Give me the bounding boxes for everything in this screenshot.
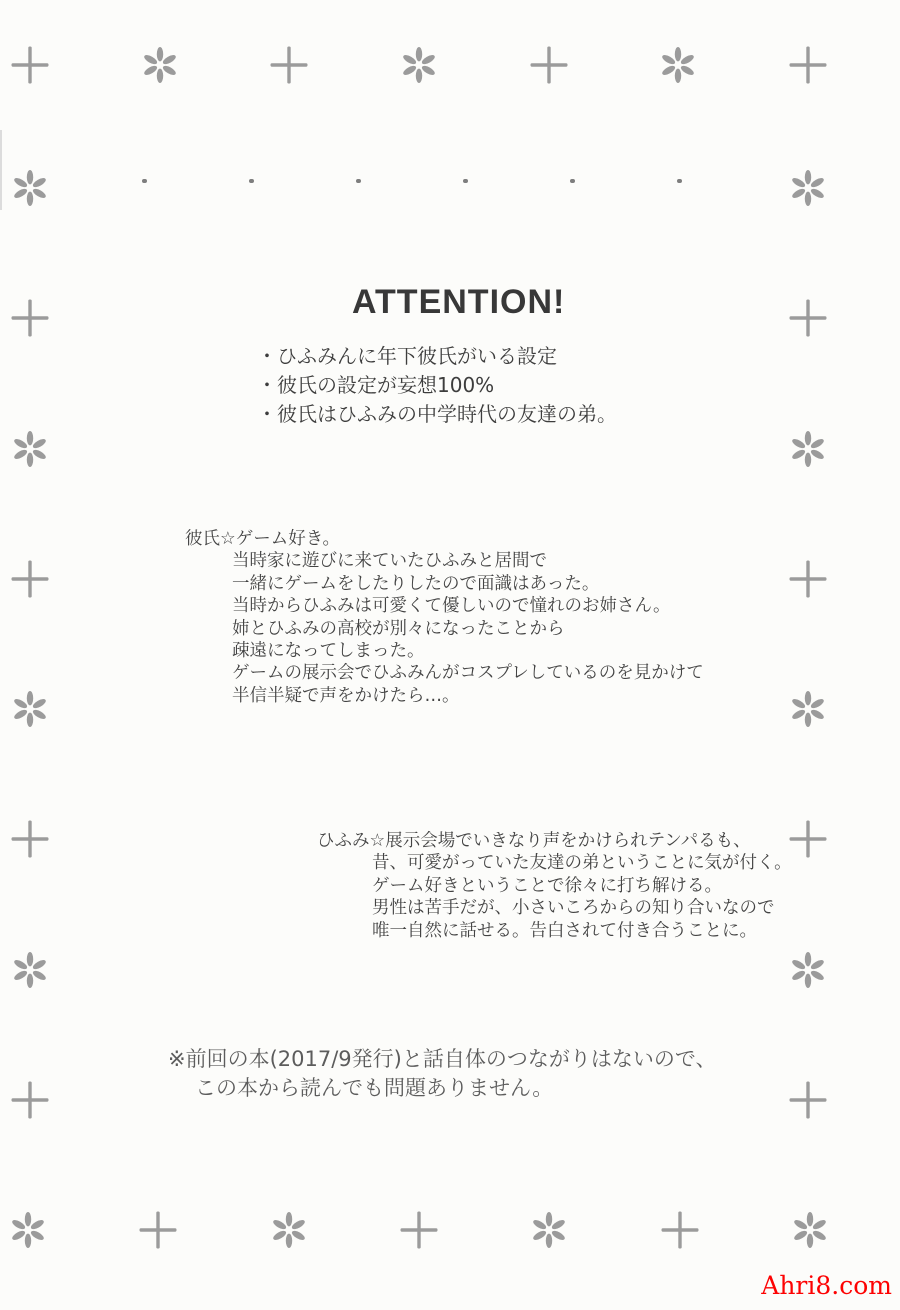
asterisk-symbol bbox=[529, 1210, 569, 1250]
plus-symbol bbox=[8, 43, 52, 87]
plus-symbol bbox=[136, 1208, 180, 1252]
hifumi-profile-paragraph bbox=[317, 830, 792, 942]
plus-symbol bbox=[8, 557, 52, 601]
scan-edge-artifact bbox=[0, 130, 2, 210]
asterisk-symbol bbox=[10, 168, 50, 208]
plus-symbol bbox=[786, 817, 830, 861]
boyfriend-profile-body bbox=[185, 550, 704, 707]
deco-column-left bbox=[8, 168, 52, 1122]
note-line: ※前回の本(2017/9発行)と話自体のつながりはないので、 bbox=[168, 1047, 717, 1071]
profile-line: ゲームの展示会でひふみんがコスプレしているのを見かけて bbox=[232, 663, 704, 684]
asterisk-symbol bbox=[10, 429, 50, 469]
plus-symbol bbox=[8, 817, 52, 861]
watermark-text: Ahri8.com bbox=[761, 1271, 892, 1300]
asterisk-symbol bbox=[788, 950, 828, 990]
setting-bullet-item: ・彼氏の設定が妄想100% bbox=[257, 373, 495, 397]
profile-line: ゲーム好きということで徐々に打ち解ける。 bbox=[372, 875, 722, 896]
asterisk-symbol bbox=[790, 1210, 830, 1250]
deco-row-bottom bbox=[8, 1208, 830, 1252]
hifumi-profile-heading-line: ひふみ☆展示会場でいきなり声をかけられテンパるも、 bbox=[317, 831, 751, 851]
dot-mark bbox=[570, 179, 575, 183]
setting-bullet-list bbox=[257, 342, 617, 429]
dot-mark bbox=[677, 179, 682, 183]
plus-symbol bbox=[8, 1078, 52, 1122]
plus-symbol bbox=[527, 43, 571, 87]
boyfriend-profile-heading: 彼氏☆ゲーム好き。 bbox=[185, 529, 340, 549]
asterisk-symbol bbox=[788, 168, 828, 208]
previous-book-note bbox=[168, 1045, 716, 1103]
boyfriend-profile-paragraph bbox=[185, 528, 704, 707]
asterisk-symbol bbox=[788, 429, 828, 469]
profile-line: 男性は苦手だが、小さいころからの知り合いなので bbox=[372, 898, 775, 919]
note-line: この本から読んでも問題ありません。 bbox=[195, 1076, 554, 1100]
plus-symbol bbox=[786, 1078, 830, 1122]
attention-title: ATTENTION! bbox=[352, 283, 566, 321]
profile-line: 唯一自然に話せる。告白されて付き合うことに。 bbox=[372, 920, 757, 941]
asterisk-symbol bbox=[399, 45, 439, 85]
dot-mark bbox=[463, 179, 468, 183]
deco-dots-row bbox=[142, 178, 682, 184]
asterisk-symbol bbox=[10, 689, 50, 729]
profile-line: 当時家に遊びに来ていたひふみと居間で bbox=[232, 551, 547, 572]
plus-symbol bbox=[397, 1208, 441, 1252]
dot-mark bbox=[249, 179, 254, 183]
dot-mark bbox=[356, 179, 361, 183]
profile-line: 一緒にゲームをしたりしたので面識はあった。 bbox=[232, 573, 600, 594]
asterisk-symbol bbox=[658, 45, 698, 85]
setting-bullet-item: ・ひふみんに年下彼氏がいる設定 bbox=[257, 344, 557, 368]
plus-symbol bbox=[658, 1208, 702, 1252]
plus-symbol bbox=[8, 296, 52, 340]
plus-symbol bbox=[786, 557, 830, 601]
asterisk-symbol bbox=[269, 1210, 309, 1250]
deco-column-right bbox=[786, 168, 830, 1122]
hifumi-profile-body bbox=[317, 852, 792, 942]
profile-line: 疎遠になってしまった。 bbox=[232, 641, 425, 662]
asterisk-symbol bbox=[788, 689, 828, 729]
plus-symbol bbox=[786, 296, 830, 340]
asterisk-symbol bbox=[140, 45, 180, 85]
asterisk-symbol bbox=[10, 950, 50, 990]
deco-row-top bbox=[8, 43, 830, 87]
profile-line: 昔、可愛がっていた友達の弟ということに気が付く。 bbox=[372, 853, 792, 874]
setting-bullet-item: ・彼氏はひふみの中学時代の友達の弟。 bbox=[257, 402, 617, 426]
dot-mark bbox=[142, 179, 147, 183]
profile-line: 姉とひふみの高校が別々になったことから bbox=[232, 618, 565, 639]
plus-symbol bbox=[786, 43, 830, 87]
profile-line: 半信半疑で声をかけたら…。 bbox=[232, 685, 460, 706]
plus-symbol bbox=[267, 43, 311, 87]
profile-line: 当時からひふみは可愛くて優しいので憧れのお姉さん。 bbox=[232, 596, 671, 617]
asterisk-symbol bbox=[8, 1210, 48, 1250]
